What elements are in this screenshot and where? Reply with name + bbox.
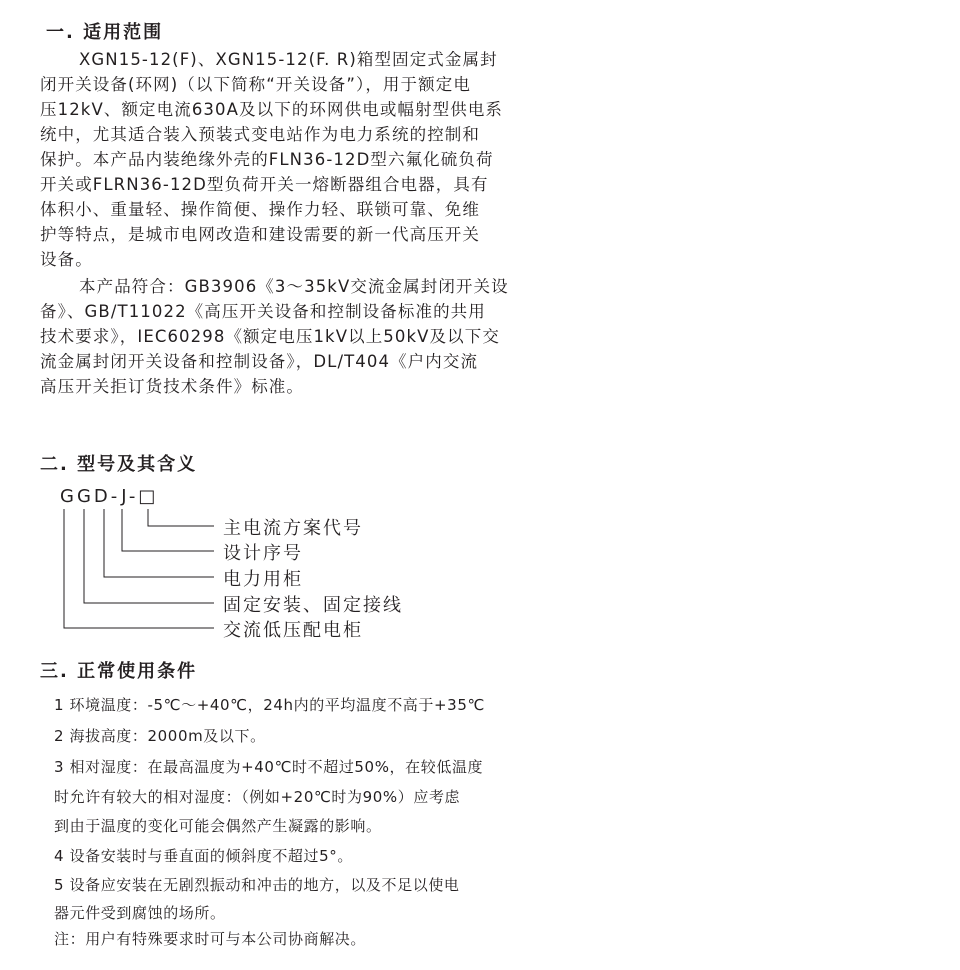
para2-line: 备》、GB/T11022《高压开关设备和控制设备标准的共用 (40, 302, 486, 321)
leader-line (104, 509, 214, 577)
code-label-power-cabinet: 电力用柜 (223, 569, 303, 590)
para1-line: 开关或FLRN36-12D型负荷开关一熔断器组合电器，具有 (40, 175, 489, 194)
para1-line: 闭开关设备(环网)（以下简称“开关设备”），用于额定电 (40, 75, 471, 94)
code-label-design-serial: 设计序号 (223, 543, 303, 564)
para1-line: 保护。本产品内装绝缘外壳的FLN36-12D型六氟化硫负荷 (40, 150, 494, 169)
para1-line: 压12kV、额定电流630A及以下的环网供电或幅射型供电系 (40, 100, 504, 119)
condition-item: 3 相对湿度：在最高温度为+40℃时不超过50%，在较低温度 (54, 758, 484, 776)
para1-line: 统中，尤其适合装入预装式变电站作为电力系统的控制和 (40, 125, 480, 144)
code-label-ac-lv-switchgear: 交流低压配电柜 (223, 620, 363, 641)
para1-line: XGN15-12(F)、XGN15-12(F. R)箱型固定式金属封 (79, 50, 498, 69)
para2-line: 流金属封闭开关设备和控制设备》，DL/T404《户内交流 (40, 352, 479, 371)
code-label-main-current-scheme: 主电流方案代号 (223, 518, 363, 539)
para2-line: 技术要求》，IEC60298《额定电压1kV以上50kV及以下交 (40, 327, 500, 346)
para2-line: 高压开关拒订货技术条件》标准。 (40, 377, 304, 396)
model-code: GGD-J-□ (60, 486, 159, 507)
code-label-fixed-installation: 固定安装、固定接线 (223, 595, 403, 616)
section3-heading: 三. 正常使用条件 (40, 661, 198, 682)
condition-item: 时允许有较大的相对湿度：（例如+20℃时为90%）应考虑 (54, 788, 461, 806)
section1-heading: 一. 适用范围 (46, 22, 164, 43)
para2-line: 本产品符合：GB3906《3～35kV交流金属封闭开关设 (79, 277, 509, 296)
leader-line (148, 509, 214, 526)
para1-line: 设备。 (40, 250, 93, 269)
condition-item: 1 环境温度：-5℃～+40℃，24h内的平均温度不高于+35℃ (54, 696, 485, 714)
condition-item: 4 设备安装时与垂直面的倾斜度不超过5°。 (54, 847, 353, 865)
para1-line: 护等特点，是城市电网改造和建设需要的新一代高压开关 (40, 225, 480, 244)
condition-item: 2 海拔高度：2000m及以下。 (54, 727, 266, 745)
condition-item: 器元件受到腐蚀的场所。 (54, 904, 226, 922)
condition-note: 注：用户有特殊要求时可与本公司协商解决。 (54, 930, 367, 948)
leader-line (122, 509, 214, 551)
section2-heading: 二. 型号及其含义 (40, 454, 198, 475)
condition-item: 5 设备应安装在无剧烈振动和冲击的地方，以及不足以使电 (54, 876, 460, 894)
leader-line (64, 509, 214, 628)
para1-line: 体积小、重量轻、操作简便、操作力轻、联锁可靠、免维 (40, 200, 480, 219)
condition-item: 到由于温度的变化可能会偶然产生凝露的影响。 (54, 817, 382, 835)
